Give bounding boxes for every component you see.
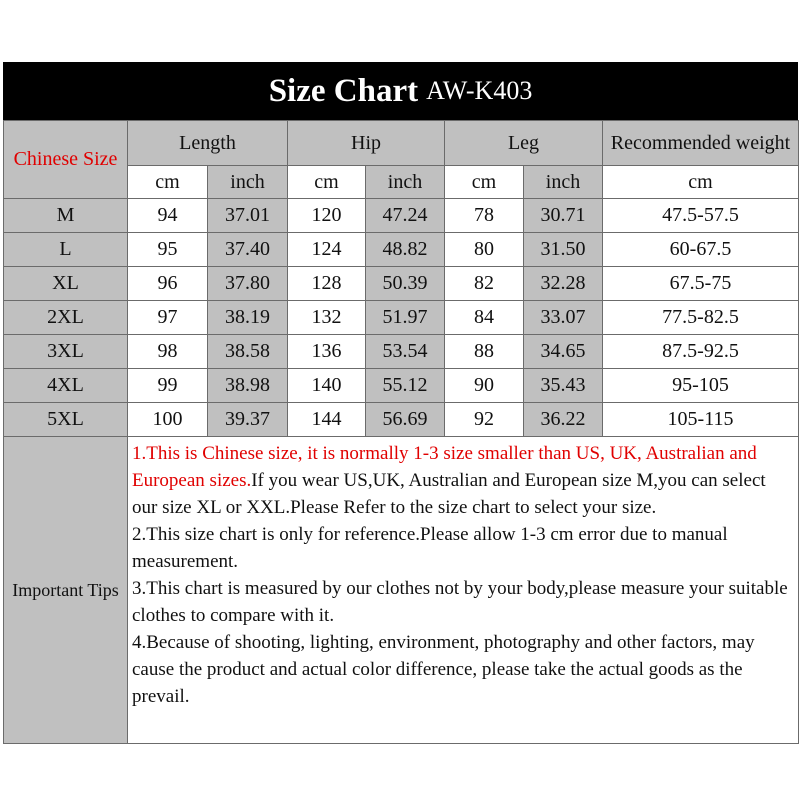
tips-content: [128, 437, 799, 744]
size-row: [4, 403, 799, 437]
size-label-cell: 3XL: [4, 335, 128, 369]
measurement-cell: 53.54: [366, 335, 445, 369]
measurement-cell: 87.5-92.5: [603, 335, 799, 369]
measurement-cell: 96: [128, 267, 208, 301]
size-row: [4, 233, 799, 267]
measurement-cell: 132: [288, 301, 366, 335]
unit-cell: inch: [366, 166, 445, 199]
measurement-cell: 95-105: [603, 369, 799, 403]
size-label-cell: M: [4, 199, 128, 233]
measurement-cell: 38.98: [208, 369, 288, 403]
size-chart: [3, 62, 798, 744]
tips-row: [4, 437, 799, 744]
measurement-cell: 90: [445, 369, 524, 403]
measurement-cell: 34.65: [524, 335, 603, 369]
measurement-cell: 92: [445, 403, 524, 437]
measurement-cell: 50.39: [366, 267, 445, 301]
model-number: AW-K403: [426, 76, 533, 105]
measurement-cell: 51.97: [366, 301, 445, 335]
measurement-cell: 60-67.5: [603, 233, 799, 267]
size-label-cell: 4XL: [4, 369, 128, 403]
unit-cell: inch: [524, 166, 603, 199]
tip-3: 3.This chart is measured by our clothes not by your body,please measure your suitable clothes to compare with it.: [132, 578, 788, 626]
length-header: Length: [128, 121, 288, 166]
measurement-cell: 38.19: [208, 301, 288, 335]
measurement-cell: 100: [128, 403, 208, 437]
measurement-cell: 124: [288, 233, 366, 267]
unit-cell: inch: [208, 166, 288, 199]
size-label-cell: XL: [4, 267, 128, 301]
measurement-cell: 97: [128, 301, 208, 335]
tip-4: 4.Because of shooting, lighting, environment, photography and other factors, may cause the product and actual color difference, please take the actual goods as the prevail.: [132, 632, 755, 707]
measurement-cell: 47.24: [366, 199, 445, 233]
measurement-cell: 35.43: [524, 369, 603, 403]
measurement-cell: 128: [288, 267, 366, 301]
measurement-cell: 39.37: [208, 403, 288, 437]
size-label-cell: L: [4, 233, 128, 267]
measurement-cell: 38.58: [208, 335, 288, 369]
measurement-cell: 98: [128, 335, 208, 369]
size-table: [3, 120, 799, 744]
unit-cell: cm: [128, 166, 208, 199]
measurement-cell: 48.82: [366, 233, 445, 267]
measurement-cell: 47.5-57.5: [603, 199, 799, 233]
measurement-cell: 33.07: [524, 301, 603, 335]
measurement-cell: 55.12: [366, 369, 445, 403]
measurement-cell: 80: [445, 233, 524, 267]
measurement-cell: 88: [445, 335, 524, 369]
measurement-cell: 32.28: [524, 267, 603, 301]
tip-1: [132, 440, 794, 521]
measurement-cell: 105-115: [603, 403, 799, 437]
size-row: [4, 369, 799, 403]
size-row: [4, 301, 799, 335]
measurement-cell: 136: [288, 335, 366, 369]
measurement-cell: 94: [128, 199, 208, 233]
leg-header: Leg: [445, 121, 603, 166]
measurement-cell: 36.22: [524, 403, 603, 437]
title-bar: [3, 62, 798, 120]
measurement-cell: 37.80: [208, 267, 288, 301]
measurement-cell: 144: [288, 403, 366, 437]
unit-cell: cm: [288, 166, 366, 199]
size-row: [4, 267, 799, 301]
measurement-cell: 120: [288, 199, 366, 233]
measurement-cell: 37.01: [208, 199, 288, 233]
size-row: [4, 335, 799, 369]
size-row: [4, 199, 799, 233]
measurement-cell: 95: [128, 233, 208, 267]
tips-label: Important Tips: [4, 437, 128, 744]
measurement-cell: 67.5-75: [603, 267, 799, 301]
measurement-cell: 82: [445, 267, 524, 301]
measurement-cell: 84: [445, 301, 524, 335]
measurement-cell: 78: [445, 199, 524, 233]
tip-1-text: If you wear US,UK, Australian and European size M,you can select our size XL or XXL.Please Refer to the size chart to select your size.: [132, 470, 766, 518]
measurement-cell: 37.40: [208, 233, 288, 267]
size-column-header: Chinese Size: [4, 121, 128, 199]
measurement-cell: 56.69: [366, 403, 445, 437]
size-label-cell: 5XL: [4, 403, 128, 437]
tip-1-highlight: 1.This is Chinese size, it is normally 1-3 size smaller than US, UK, Australian and European sizes.: [132, 443, 757, 491]
weight-header: Recommended weight: [603, 121, 799, 166]
chart-title: Size Chart: [268, 72, 419, 109]
header-row: [4, 121, 799, 166]
hip-header: Hip: [288, 121, 445, 166]
measurement-cell: 30.71: [524, 199, 603, 233]
measurement-cell: 77.5-82.5: [603, 301, 799, 335]
measurement-cell: 99: [128, 369, 208, 403]
unit-cell: cm: [603, 166, 799, 199]
size-label-cell: 2XL: [4, 301, 128, 335]
tip-2: 2.This size chart is only for reference.Please allow 1-3 cm error due to manual measurement.: [132, 524, 728, 572]
measurement-cell: 140: [288, 369, 366, 403]
unit-cell: cm: [445, 166, 524, 199]
measurement-cell: 31.50: [524, 233, 603, 267]
